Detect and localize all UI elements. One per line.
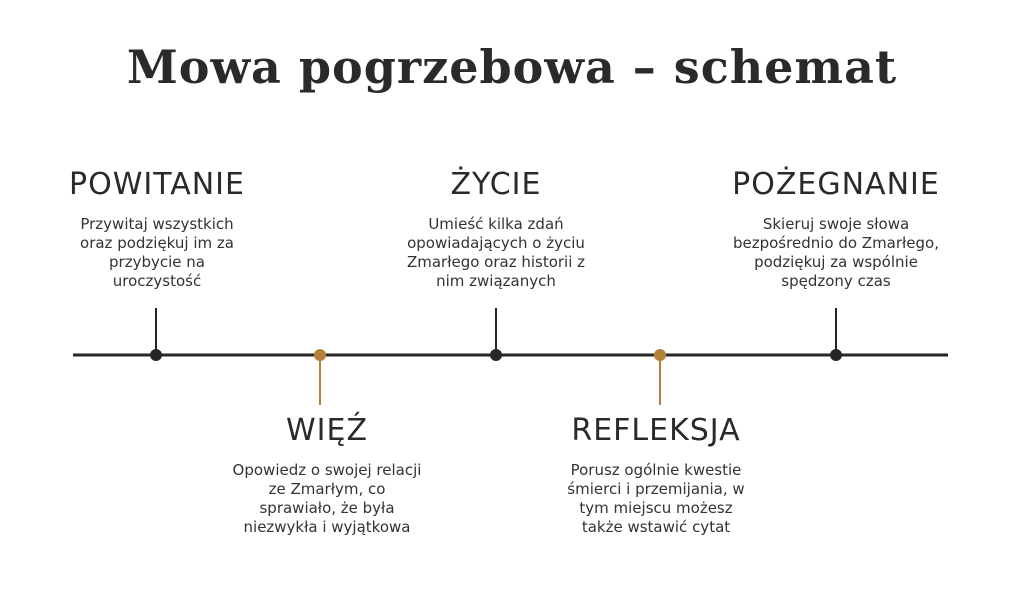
stage-wiez: [197, 413, 457, 537]
stage-title: REFLEKSJA: [571, 413, 741, 448]
stage-refleksja: [526, 413, 786, 537]
marker-pozegnanie: [830, 349, 842, 361]
stage-description: Przywitaj wszystkich oraz podziękuj im za przybycie na uroczystość: [80, 215, 234, 290]
stage-title: WIĘŹ: [285, 413, 369, 448]
page-title: Mowa pogrzebowa – schemat: [126, 40, 898, 94]
marker-zycie: [490, 349, 502, 361]
marker-powitanie: [150, 349, 162, 361]
stage-description: Skieruj swoje słowa bezpośrednio do Zmarłego, podziękuj za wspólnie spędzony czas: [732, 215, 939, 290]
stage-title: POŻEGNANIE: [732, 167, 940, 202]
marker-refleksja: [654, 349, 666, 361]
stage-description: Porusz ogólnie kwestie śmierci i przemijania, w tym miejscu możesz także wstawić cytat: [567, 461, 745, 536]
stage-description: Umieść kilka zdań opowiadających o życiu Zmarłego oraz historii z nim związanych: [406, 215, 586, 290]
stage-pozegnanie: [706, 167, 966, 291]
marker-wiez: [314, 349, 326, 361]
stage-title: POWITANIE: [69, 167, 245, 202]
stage-powitanie: [27, 167, 287, 291]
stage-title: ŻYCIE: [450, 167, 542, 202]
stage-description: Opowiedz o swojej relacji ze Zmarłym, co sprawiało, że była niezwykła i wyjątkowa: [232, 461, 422, 536]
stage-zycie: [366, 167, 626, 291]
